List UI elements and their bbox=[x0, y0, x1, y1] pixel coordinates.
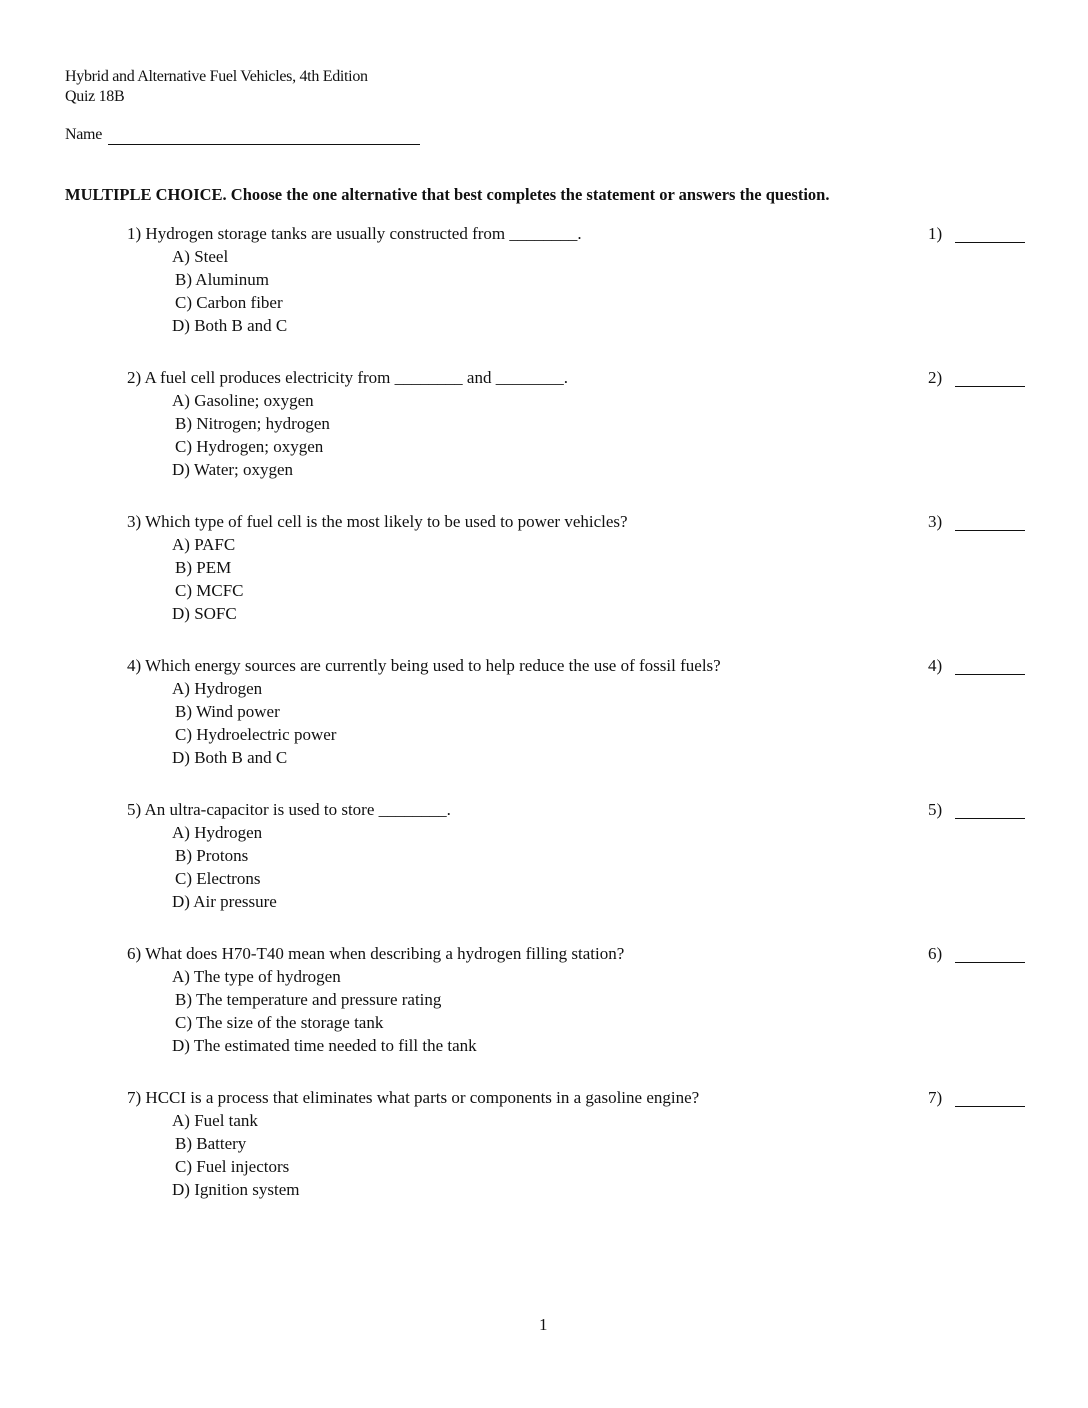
answer-blank[interactable] bbox=[955, 530, 1025, 531]
question-stem: 5) An ultra-capacitor is used to store ________. bbox=[127, 800, 451, 819]
question-stem: 3) Which type of fuel cell is the most likely to be used to power vehicles? bbox=[127, 512, 628, 531]
question-stem: 7) HCCI is a process that eliminates what parts or components in a gasoline engine? bbox=[127, 1088, 700, 1107]
answer-option: A) Fuel tank bbox=[172, 1111, 258, 1130]
answer-option: B) Protons bbox=[175, 846, 249, 865]
answer-number: 2) bbox=[928, 368, 943, 387]
quiz-id: Quiz 18B bbox=[65, 88, 125, 105]
answer-option: B) The temperature and pressure rating bbox=[175, 990, 442, 1009]
answer-option: C) The size of the storage tank bbox=[175, 1013, 384, 1032]
answer-option: D) The estimated time needed to fill the tank bbox=[172, 1036, 477, 1055]
answer-option: A) Hydrogen bbox=[172, 679, 263, 698]
answer-option: B) PEM bbox=[175, 558, 232, 577]
answer-option: B) Battery bbox=[175, 1134, 247, 1153]
answer-option: C) Fuel injectors bbox=[175, 1157, 290, 1176]
question-stem: 6) What does H70-T40 mean when describing a hydrogen filling station? bbox=[127, 944, 625, 963]
document-title: Hybrid and Alternative Fuel Vehicles, 4th Edition bbox=[65, 68, 368, 85]
answer-option: C) Electrons bbox=[175, 869, 261, 888]
answer-number: 7) bbox=[928, 1088, 943, 1107]
answer-option: C) Hydroelectric power bbox=[175, 725, 337, 744]
answer-blank[interactable] bbox=[955, 386, 1025, 387]
answer-number: 3) bbox=[928, 512, 943, 531]
answer-option: A) Gasoline; oxygen bbox=[172, 391, 314, 410]
answer-option: B) Wind power bbox=[175, 702, 280, 721]
answer-option: A) PAFC bbox=[172, 535, 236, 554]
instructions: MULTIPLE CHOICE. Choose the one alternative that best completes the statement or answers the question. bbox=[65, 185, 830, 204]
answer-option: A) The type of hydrogen bbox=[172, 967, 341, 986]
answer-option: C) Hydrogen; oxygen bbox=[175, 437, 324, 456]
answer-blank[interactable] bbox=[955, 962, 1025, 963]
question-stem: 1) Hydrogen storage tanks are usually constructed from ________. bbox=[127, 224, 582, 243]
answer-option: D) Ignition system bbox=[172, 1180, 300, 1199]
answer-option: C) MCFC bbox=[175, 581, 244, 600]
answer-option: D) Both B and C bbox=[172, 316, 288, 335]
page-number: 1 bbox=[539, 1315, 548, 1334]
answer-blank[interactable] bbox=[955, 818, 1025, 819]
name-field-line[interactable] bbox=[108, 144, 420, 145]
answer-number: 4) bbox=[928, 656, 943, 675]
answer-option: B) Aluminum bbox=[175, 270, 269, 289]
question-stem: 4) Which energy sources are currently being used to help reduce the use of fossil fuels? bbox=[127, 656, 721, 675]
question-stem: 2) A fuel cell produces electricity from ________ and ________. bbox=[127, 368, 568, 387]
answer-option: D) Air pressure bbox=[172, 892, 277, 911]
answer-option: D) SOFC bbox=[172, 604, 237, 623]
answer-option: A) Hydrogen bbox=[172, 823, 263, 842]
answer-option: C) Carbon fiber bbox=[175, 293, 283, 312]
answer-option: D) Both B and C bbox=[172, 748, 288, 767]
answer-option: B) Nitrogen; hydrogen bbox=[175, 414, 330, 433]
answer-number: 5) bbox=[928, 800, 943, 819]
answer-blank[interactable] bbox=[955, 674, 1025, 675]
answer-blank[interactable] bbox=[955, 242, 1025, 243]
answer-number: 1) bbox=[928, 224, 943, 243]
answer-option: D) Water; oxygen bbox=[172, 460, 294, 479]
answer-number: 6) bbox=[928, 944, 943, 963]
answer-blank[interactable] bbox=[955, 1106, 1025, 1107]
answer-option: A) Steel bbox=[172, 247, 229, 266]
name-label: Name bbox=[65, 126, 103, 143]
